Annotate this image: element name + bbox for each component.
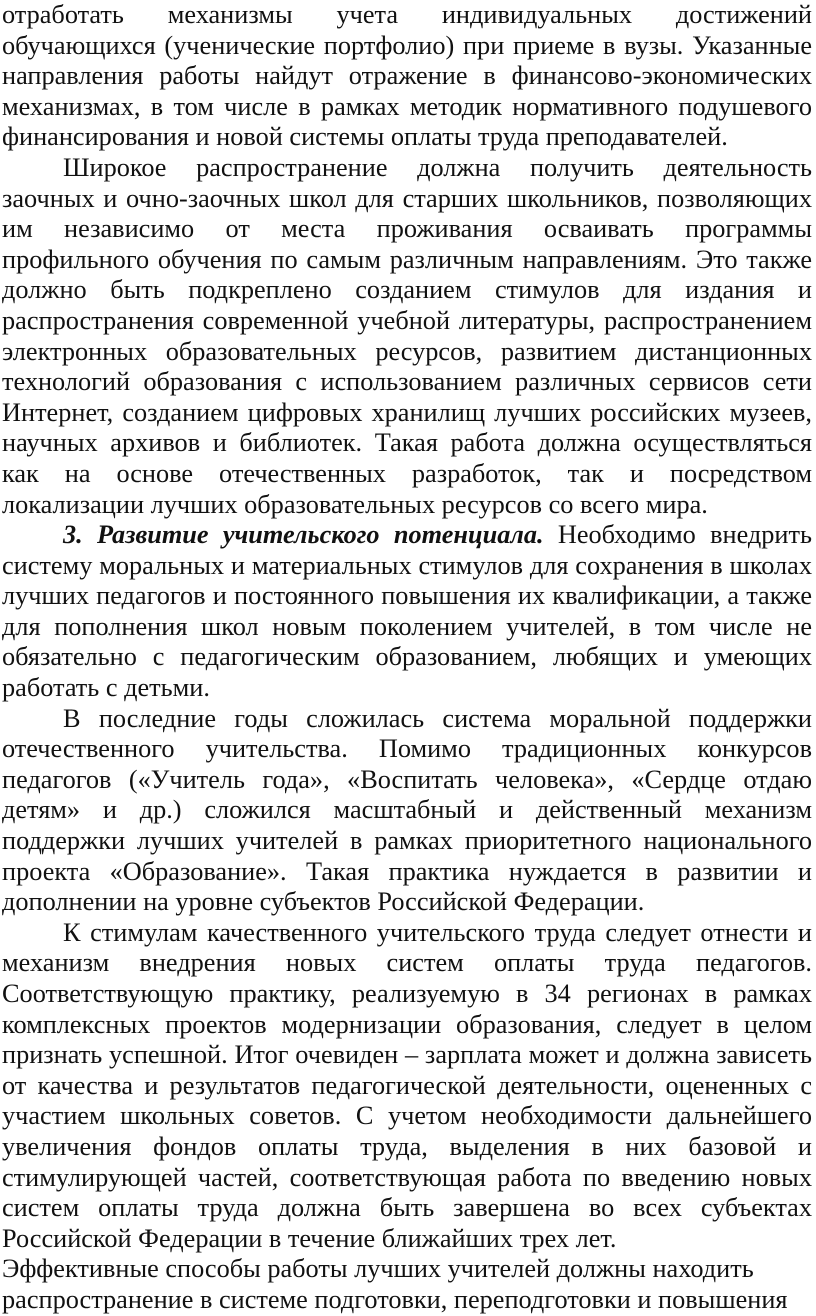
paragraph-pay-system: К стимулам качественного учительского труда следует отнести и механизм внедрения новых систем оплаты труда педагогов. Соответствующую практику, реализуемую в 34 регионах в рамках комплексных проектов модернизации образования, следует в целом признать успешной. Итог очевиден – зарплата может и должна зависеть от качества и результатов педагогической деятельности, оцененных с участием школьных советов. С учетом необходимости дальнейшего увеличения фондов оплаты труда, выделения в них базовой и стимулирующей частей, соответствующая работа по введению новых систем оплаты труда должна быть завершена во всех субъектах Российской Федерации в течение ближайших трех лет. xyxy=(2,917,812,1253)
paragraph-best-practices: Эффективные способы работы лучших учителей должны находить распространение в системе подготовки, переподготовки и повышения xyxy=(2,1254,788,1314)
paragraph-teacher-potential-body: Необходимо внедрить систему моральных и материальных стимулов для сохранения в школах лучших педагогов и постоянного повышения их квалификации, а также для пополнения школ новым поколением учителей, в том числе не обязательно с педагогическим образованием, любящих и умеющих работать с детьми. xyxy=(2,520,812,703)
paragraph-distance-schools: Широкое распространение должна получить деятельность заочных и очно-заочных школ для старших школьников, позволяющих им независимо от места проживания осваивать программы профильного обучения по самым различным направлениям. Это также должно быть подкреплено созданием стимулов для издания и распространения современной учебной литературы, распространением электронных образовательных ресурсов, развитием дистанционных технологий образования с использованием различных сервисов сети Интернет, созданием цифровых хранилищ лучших российских музеев, научных архивов и библиотек. Такая работа должна осуществляться как на основе отечественных разработок, так и посредством локализации лучших образовательных ресурсов со всего мира. xyxy=(2,152,812,519)
paragraph-moral-support: В последние годы сложилась система моральной поддержки отечественного учительства. Помимо традиционных конкурсов педагогов («Учитель года», «Воспитать человека», «Сердце отдаю детям» и др.) сложился масштабный и действенный механизм поддержки лучших учителей в рамках приоритетного национального проекта «Образование». Такая практика нуждается в развитии и дополнении на уровне субъектов Российской Федерации. xyxy=(2,703,812,917)
section-heading: 3. Развитие учительского потенциала. xyxy=(63,520,544,550)
paragraph-teacher-potential xyxy=(2,520,812,704)
paragraph-continuation: отработать механизмы учета индивидуальных достижений обучающихся (ученические портфолио) при приеме в вузы. Указанные направления работы найдут отражение в финансово-экономических механизмах, в том числе в рамках методик нормативного подушевого финансирования и новой системы оплаты труда преподавателей. xyxy=(2,0,812,152)
